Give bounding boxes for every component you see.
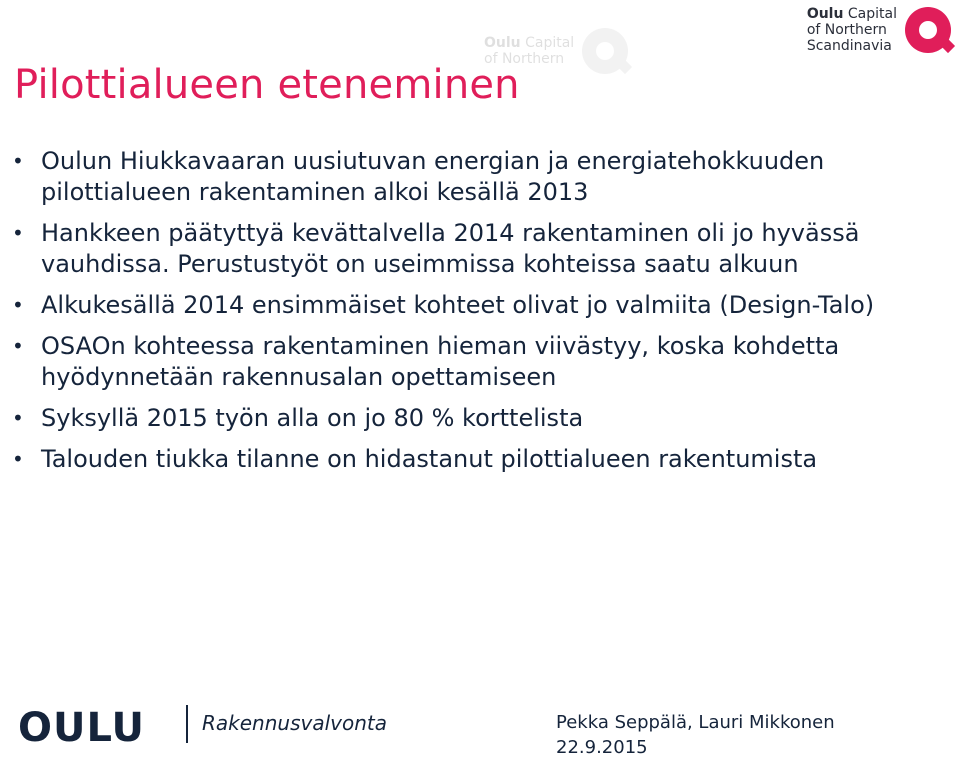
department-label: Rakennusvalvonta (202, 711, 387, 735)
bullet-list (12, 146, 912, 485)
date-label: 22.9.2015 (556, 737, 648, 758)
brand-logo-text (807, 6, 897, 54)
bullet-item: • Alkukesällä 2014 ensimmäiset kohteet olivat jo valmiita (Design-Talo) (12, 290, 912, 321)
author-label: Pekka Seppälä, Lauri Mikkonen (556, 712, 835, 733)
oulu-logo: OULU (18, 705, 146, 751)
footer (0, 679, 959, 759)
bullet-item: • Talouden tiukka tilanne on hidastanut pilottialueen rakentumista (12, 444, 912, 475)
footer-divider (186, 705, 188, 743)
watermark-line2: of Northern (484, 51, 565, 67)
brand-mark-icon (905, 7, 951, 53)
watermark-line1-bold: Oulu (484, 35, 521, 51)
brand-line1-bold: Oulu (806, 6, 844, 22)
watermark-line1-rest: Capital (525, 35, 575, 51)
brand-line1-rest: Capital (847, 6, 897, 22)
bullet-item: • Oulun Hiukkavaaran uusiutuvan energian ja energiatehokkuuden pilottialueen rakentaminen alkoi kesällä 2013 (12, 146, 912, 208)
brand-logo (807, 6, 951, 54)
bullet-item: • Hankkeen päätyttyä kevättalvella 2014 rakentaminen oli jo hyvässä vauhdissa. Perustustyöt on useimmissa kohteissa saatu alkuun (12, 218, 912, 280)
brand-line2: of Northern (806, 22, 887, 38)
watermark-mark-icon (582, 28, 628, 74)
slide-title: Pilottialueen eteneminen (14, 62, 520, 108)
brand-line3: Scandinavia (806, 38, 892, 54)
bullet-item: • Syksyllä 2015 työn alla on jo 80 % korttelista (12, 403, 912, 434)
bullet-item: • OSAOn kohteessa rakentaminen hieman viivästyy, koska kohdetta hyödynnetään rakennusalan opettamiseen (12, 331, 912, 393)
